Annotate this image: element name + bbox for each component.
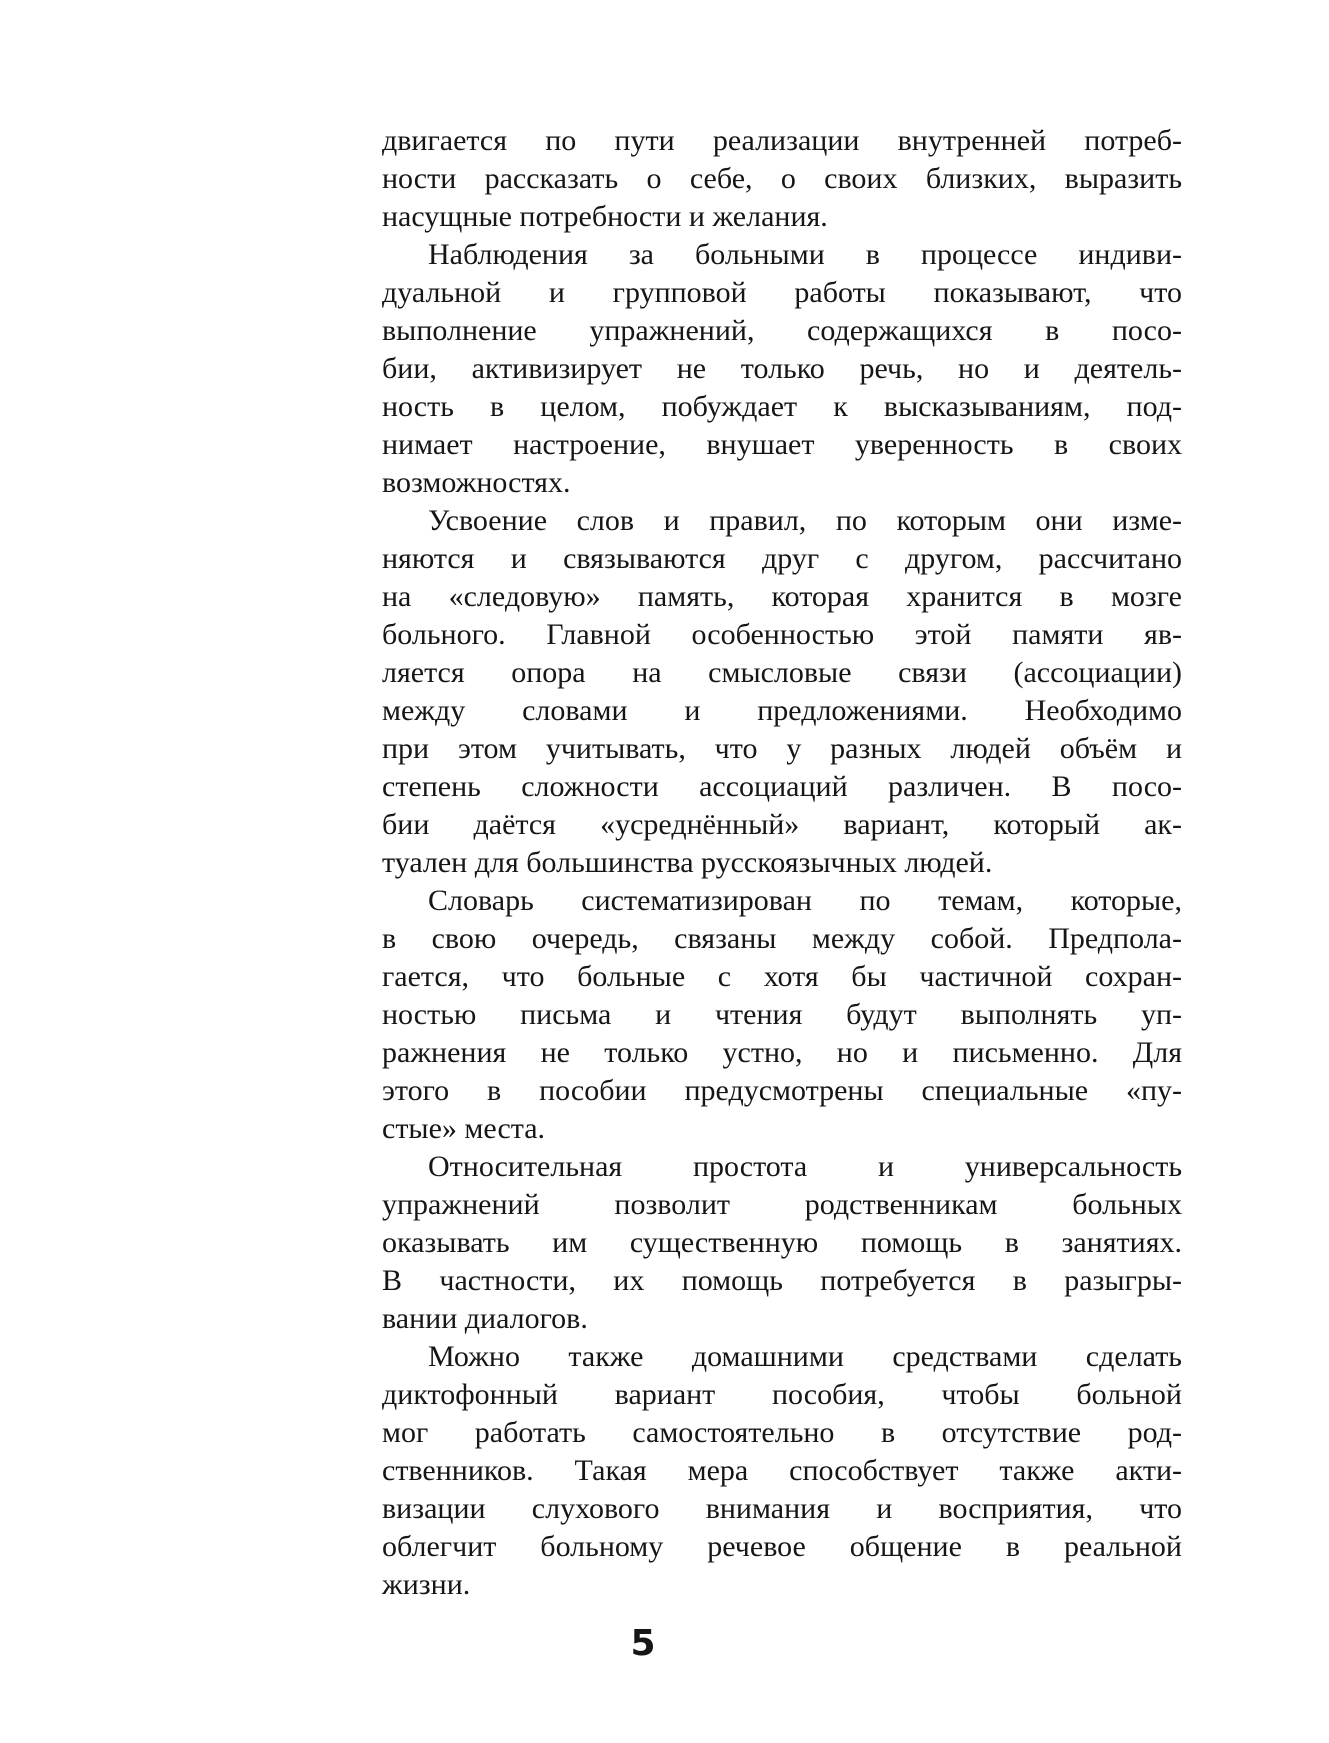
text-line: дуальной и групповой работы показывают, что	[382, 276, 1182, 309]
text-line: В частности, их помощь потребуется в разыгры-	[382, 1264, 1182, 1297]
text-line: при этом учитывать, что у разных людей объём и	[382, 732, 1182, 765]
body-text	[382, 122, 1182, 1604]
text-line: стые» места.	[382, 1112, 546, 1145]
text-line: диктофонный вариант пособия, чтобы больной	[382, 1378, 1182, 1411]
text-line: этого в пособии предусмотрены специальные «пу-	[382, 1074, 1182, 1107]
text-line: няются и связываются друг с другом, рассчитано	[382, 542, 1182, 575]
text-line: Словарь систематизирован по темам, которые,	[428, 884, 1182, 917]
text-line: мог работать самостоятельно в отсутствие род-	[382, 1416, 1182, 1449]
text-line: двигается по пути реализации внутренней потреб-	[382, 124, 1182, 157]
text-line: жизни.	[382, 1568, 471, 1601]
text-line: выполнение упражнений, содержащихся в посо-	[382, 314, 1182, 347]
text-line: упражнений позволит родственникам больных	[382, 1188, 1182, 1221]
text-line: степень сложности ассоциаций различен. В посо-	[382, 770, 1182, 803]
text-line: ственников. Такая мера способствует также акти-	[382, 1454, 1182, 1487]
text-line: бии даётся «усреднённый» вариант, который ак-	[382, 808, 1182, 841]
text-line: нимает настроение, внушает уверенность в своих	[382, 428, 1182, 461]
text-line: визации слухового внимания и восприятия, что	[382, 1492, 1182, 1525]
text-line: Можно также домашними средствами сделать	[428, 1340, 1182, 1373]
text-line: в свою очередь, связаны между собой. Предпола-	[382, 922, 1182, 955]
text-line: ляется опора на смысловые связи (ассоциации)	[382, 656, 1182, 689]
text-line: облегчит больному речевое общение в реальной	[382, 1530, 1182, 1563]
text-line: возможностях.	[382, 466, 571, 499]
text-line: Усвоение слов и правил, по которым они изме-	[428, 504, 1182, 537]
text-line: больного. Главной особенностью этой памяти яв-	[382, 618, 1182, 651]
text-line: между словами и предложениями. Необходимо	[382, 694, 1182, 727]
text-line: насущные потребности и желания.	[382, 200, 828, 233]
text-line: оказывать им существенную помощь в занятиях.	[382, 1226, 1182, 1259]
text-line: Относительная простота и универсальность	[428, 1150, 1182, 1183]
text-line: ности рассказать о себе, о своих близких, выразить	[382, 162, 1182, 195]
text-line: ность в целом, побуждает к высказываниям, под-	[382, 390, 1182, 423]
text-line: гается, что больные с хотя бы частичной сохран-	[382, 960, 1182, 993]
text-line: на «следовую» память, которая хранится в мозге	[382, 580, 1182, 613]
text-line: бии, активизирует не только речь, но и деятель-	[382, 352, 1182, 385]
text-line: Наблюдения за больными в процессе индиви-	[428, 238, 1182, 271]
page-number: 5	[630, 1623, 656, 1664]
text-line: туален для большинства русскоязычных людей.	[382, 846, 993, 879]
text-line: вании диалогов.	[382, 1302, 588, 1335]
text-line: ностью письма и чтения будут выполнять уп-	[382, 998, 1182, 1031]
text-line: ражнения не только устно, но и письменно. Для	[382, 1036, 1182, 1069]
